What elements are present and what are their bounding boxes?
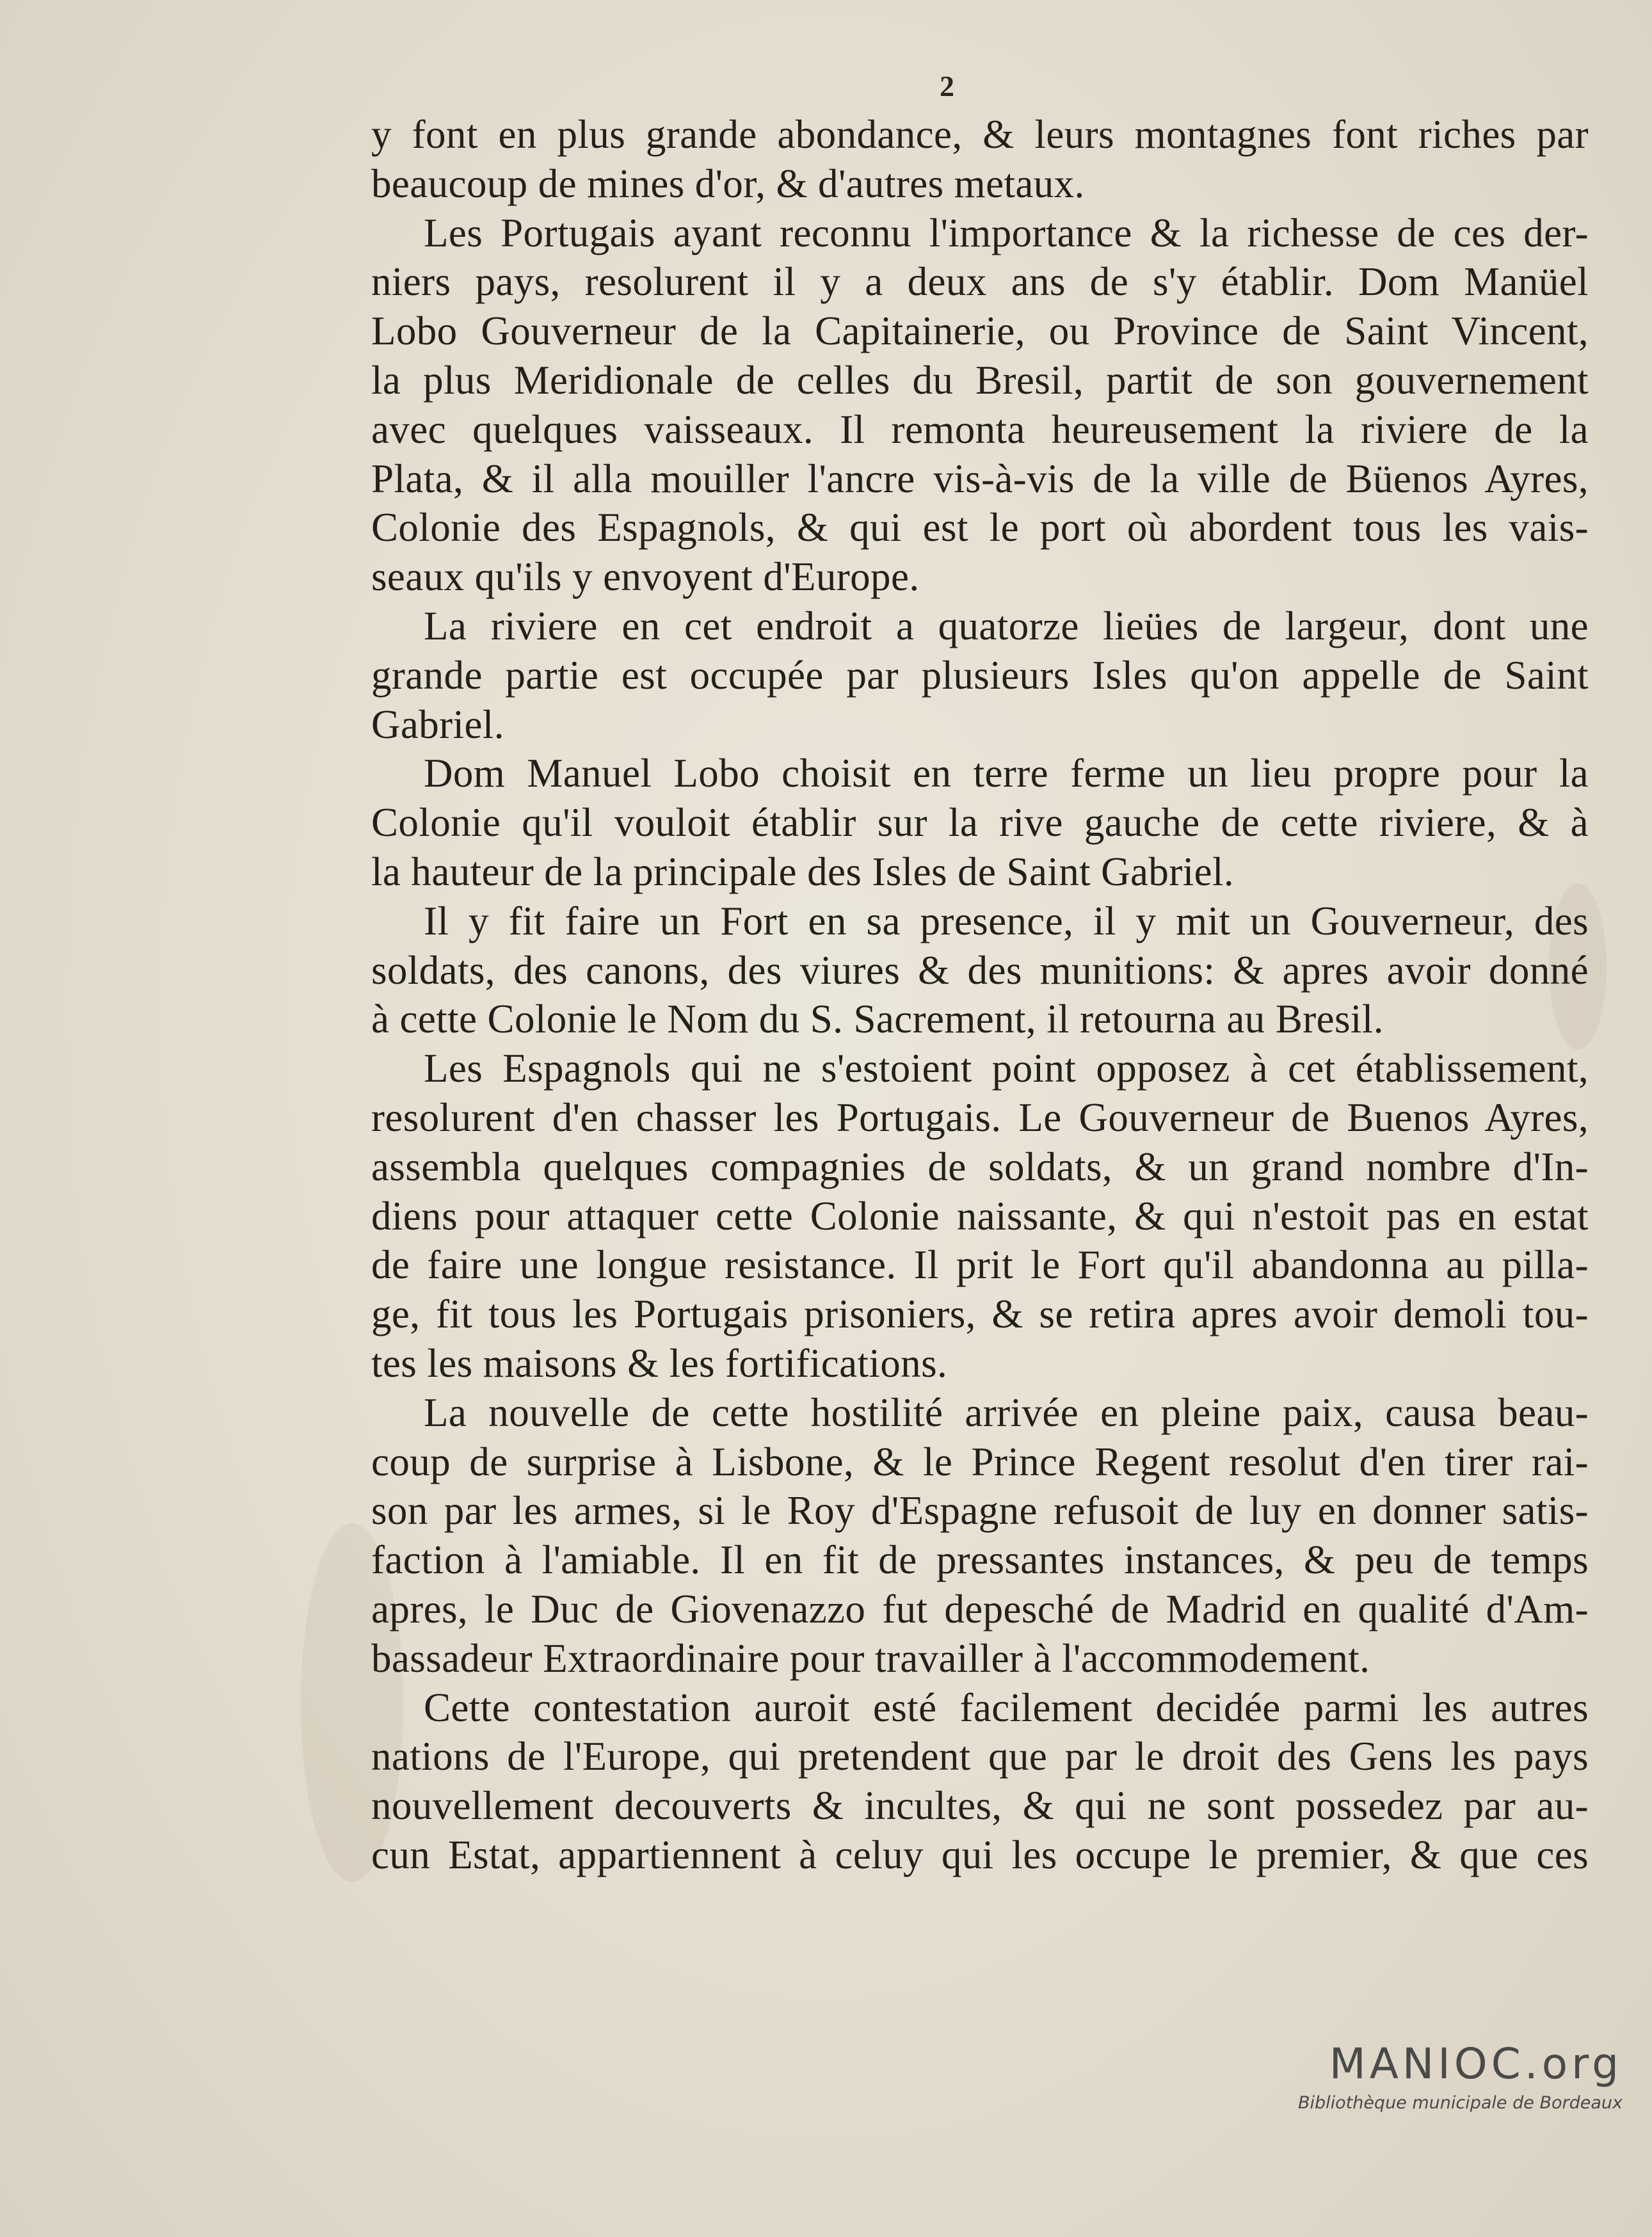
text-line: à cette Colonie le Nom du S. Sacrement, il retourna au Bresil. xyxy=(371,997,1384,1042)
text-line: cun Estat, appartiennent à celuy qui les occupe le premier, & que ces xyxy=(371,1832,1589,1877)
text-line: apres, le Duc de Giovenazzo fut depesché de Madrid en qualité d'Am- xyxy=(371,1586,1589,1632)
page-number: 2 xyxy=(940,70,954,102)
text-line: Lobo Gouverneur de la Capitainerie, ou Province de Saint Vincent, xyxy=(371,309,1589,354)
text-line: Plata, & il alla mouiller l'ancre vis-à-vis de la ville de Büenos Ayres, xyxy=(371,456,1589,501)
watermark-subtitle: Bibliothèque municipale de Bordeaux xyxy=(1297,2093,1623,2113)
text-line: beaucoup de mines d'or, & d'autres metaux. xyxy=(371,161,1085,206)
text-line: bassadeur Extraordinaire pour travailler à l'accommodement. xyxy=(371,1635,1370,1681)
text-line: son par les armes, si le Roy d'Espagne refusoit de luy en donner satis- xyxy=(371,1488,1589,1534)
body-text xyxy=(371,110,1589,1880)
text-line: nouvellement decouverts & incultes, & qui ne sont possedez par au- xyxy=(371,1783,1589,1829)
text-line: grande partie est occupée par plusieurs Isles qu'on appelle de Saint xyxy=(371,652,1589,698)
text-line: nations de l'Europe, qui pretendent que par le droit des Gens les pays xyxy=(371,1734,1589,1779)
text-line: la hauteur de la principale des Isles de Saint Gabriel. xyxy=(371,849,1235,894)
text-line: Il y fit faire un Fort en sa presence, il y mit un Gouverneur, des xyxy=(424,898,1589,943)
text-line: diens pour attaquer cette Colonie naissante, & qui n'estoit pas en estat xyxy=(371,1193,1589,1239)
text-line: Dom Manuel Lobo choisit en terre ferme un lieu propre pour la xyxy=(424,751,1589,796)
text-line: seaux qu'ils y envoyent d'Europe. xyxy=(371,554,920,600)
text-line: ge, fit tous les Portugais prisoniers, & se retira apres avoir demoli tou- xyxy=(371,1292,1589,1337)
text-line: de faire une longue resistance. Il prit le Fort qu'il abandonna au pilla- xyxy=(371,1242,1589,1288)
watermark-title: MANIOC.org xyxy=(1329,2039,1623,2089)
text-line: y font en plus grande abondance, & leurs montagnes font riches par xyxy=(371,112,1589,157)
text-line: assembla quelques compagnies de soldats, & un grand nombre d'In- xyxy=(371,1144,1589,1189)
text-line: resolurent d'en chasser les Portugais. Le Gouverneur de Buenos Ayres, xyxy=(371,1094,1589,1140)
text-line: Colonie qu'il vouloit établir sur la rive gauche de cette riviere, & à xyxy=(371,800,1589,846)
text-line: Cette contestation auroit esté facilement decidée parmi les autres xyxy=(424,1685,1589,1730)
text-line: coup de surprise à Lisbone, & le Prince Regent resolut d'en tirer rai- xyxy=(371,1439,1589,1484)
text-line: niers pays, resolurent il y a deux ans de s'y établir. Dom Manüel xyxy=(371,259,1589,305)
text-line: avec quelques vaisseaux. Il remonta heureusement la riviere de la xyxy=(371,406,1589,452)
text-line: La nouvelle de cette hostilité arrivée en pleine paix, causa beau- xyxy=(424,1390,1589,1435)
watermark xyxy=(1277,2039,1623,2114)
text-line: Les Portugais ayant reconnu l'importance & la richesse de ces der- xyxy=(424,210,1589,255)
text-line: la plus Meridionale de celles du Bresil, partit de son gouvernement xyxy=(371,357,1589,403)
text-line: Colonie des Espagnols, & qui est le port où abordent tous les vais- xyxy=(371,505,1589,550)
text-line: faction à l'amiable. Il en fit de pressantes instances, & peu de temps xyxy=(371,1537,1589,1583)
text-line: tes les maisons & les fortifications. xyxy=(371,1340,948,1386)
text-line: Les Espagnols qui ne s'estoient point opposez à cet établissement, xyxy=(424,1046,1589,1091)
text-line: Gabriel. xyxy=(371,702,504,747)
text-line: soldats, des canons, des viures & des munitions: & apres avoir donné xyxy=(371,947,1589,993)
text-line: La riviere en cet endroit a quatorze lieües de largeur, dont une xyxy=(424,603,1589,648)
